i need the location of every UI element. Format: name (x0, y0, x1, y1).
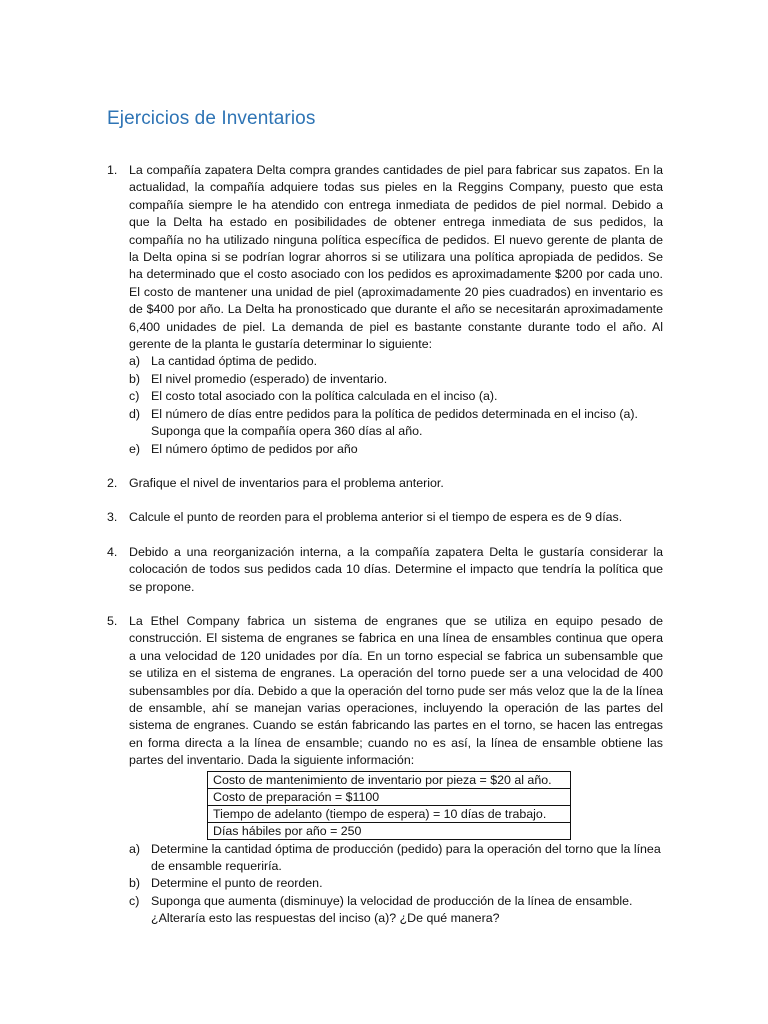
sub-item-letter: c) (129, 389, 140, 404)
sub-item (129, 388, 663, 405)
exercise-list (107, 162, 663, 928)
exercise-number: 3. (107, 510, 118, 525)
sub-item (129, 353, 663, 370)
sub-item-text: Determine la cantidad óptima de producción (pedido) para la operación del torno que la línea de ensamble requeriría. (151, 841, 661, 873)
table-row (208, 771, 571, 788)
sub-item-text: Determine el punto de reorden. (151, 876, 323, 891)
exercise-number: 5. (107, 613, 118, 628)
sub-item-letter: e) (129, 441, 141, 456)
sub-item-text: El nivel promedio (esperado) de inventario. (151, 371, 388, 386)
sub-item-letter: c) (129, 893, 140, 908)
exercise-number: 1. (107, 163, 118, 177)
exercise-text: La compañía zapatera Delta compra grandes cantidades de piel para fabricar sus zapatos. En la actualidad, la compañía adquiere todas sus pieles en la Reggins Company, puesto que esta compañía siempre le ha atendido con entrega inmediata de pedidos de piel normal. Debido a que la Delta ha estado en posibilidades de obtener entrega inmediata de sus pedidos, la compañía no ha utilizado ninguna política específica de pedidos. El nuevo gerente de planta de la Delta opina si se podrían lograr ahorros si se utilizara una política apropiada de pedidos. Se ha determinado que el costo asociado con los pedidos es aproximadamente $200 por cada uno. El costo de mantener una unidad de piel (aproximadamente 20 pies cuadrados) en inventario es de $400 por año. La Delta ha pronosticado que durante el año se necesitarán aproximadamente 6,400 unidades de piel. La demanda de piel es bastante constante durante todo el año. Al gerente de la planta le gustaría determinar lo siguiente: (129, 163, 663, 352)
sub-item-letter: a) (129, 354, 141, 369)
sub-item (129, 371, 663, 388)
table-cell: Días hábiles por año = 250 (208, 822, 571, 839)
spacer (107, 458, 663, 475)
document-title: Ejercicios de Inventarios (107, 108, 316, 129)
sub-item-letter: b) (129, 876, 141, 891)
sub-item (129, 441, 663, 458)
table-cell: Tiempo de adelanto (tiempo de espera) = 10 días de trabajo. (208, 805, 571, 822)
table-row (208, 805, 571, 822)
exercise-number: 2. (107, 475, 118, 490)
sub-item (129, 893, 663, 928)
sub-item-text: Suponga que aumenta (disminuye) la velocidad de producción de la línea de ensamble. ¿Alteraría esto las respuestas del inciso (a)? ¿De qué manera? (151, 893, 633, 926)
info-table (207, 771, 571, 840)
table-row (208, 788, 571, 805)
sub-item-letter: d) (129, 406, 141, 421)
exercise-1 (107, 162, 663, 458)
spacer (107, 527, 663, 544)
table-cell: Costo de preparación = $1100 (208, 788, 571, 805)
sub-item (129, 841, 663, 876)
exercise-text: Grafique el nivel de inventarios para el problema anterior. (129, 475, 444, 490)
exercise-text: Calcule el punto de reorden para el problema anterior si el tiempo de espera es de 9 días. (129, 510, 623, 525)
spacer (107, 596, 663, 613)
sub-item-text: El costo total asociado con la política calculada en el inciso (a). (151, 389, 498, 404)
sub-item (129, 406, 663, 441)
sub-item-text: El número óptimo de pedidos por año (151, 441, 358, 456)
exercise-text: Debido a una reorganización interna, a la compañía zapatera Delta le gustaría considerar la colocación de todos sus pedidos cada 10 días. Determine el impacto que tendría la política que se propone. (129, 544, 663, 594)
exercise-2 (107, 475, 663, 492)
table-cell: Costo de mantenimiento de inventario por pieza = $20 al año. (208, 771, 571, 788)
exercise-number: 4. (107, 544, 118, 559)
sub-item-letter: a) (129, 841, 141, 856)
sub-item-text: La cantidad óptima de pedido. (151, 354, 318, 369)
exercise-text: La Ethel Company fabrica un sistema de engranes que se utiliza en equipo pesado de construcción. El sistema de engranes se fabrica en una línea de ensambles continua que opera a una velocidad de 120 unidades por día. En un torno especial se fabrica un subensamble que se utiliza en el sistema de engranes. La operación del torno puede ser a una velocidad de 400 subensambles por día. Debido a que la operación del torno pude ser más veloz que la de la línea de ensamble, ahí se manejan varias operaciones, incluyendo la operación de las partes del sistema de engranes. Cuando se están fabricando las partes en el torno, se hacen las entregas en forma directa a la línea de ensamble; cuando no es así, la línea de ensamble obtiene las partes del inventario. Dada la siguiente información: (129, 613, 663, 768)
sub-item-letter: b) (129, 371, 141, 386)
exercise-3 (107, 509, 663, 526)
table-row (208, 822, 571, 839)
exercise-5 (107, 613, 663, 928)
sub-item-text: El número de días entre pedidos para la política de pedidos determinada en el inciso (a). Suponga que la compañía opera 360 días al año. (151, 406, 638, 439)
spacer (107, 492, 663, 509)
exercise-4 (107, 544, 663, 596)
sub-item (129, 875, 663, 892)
